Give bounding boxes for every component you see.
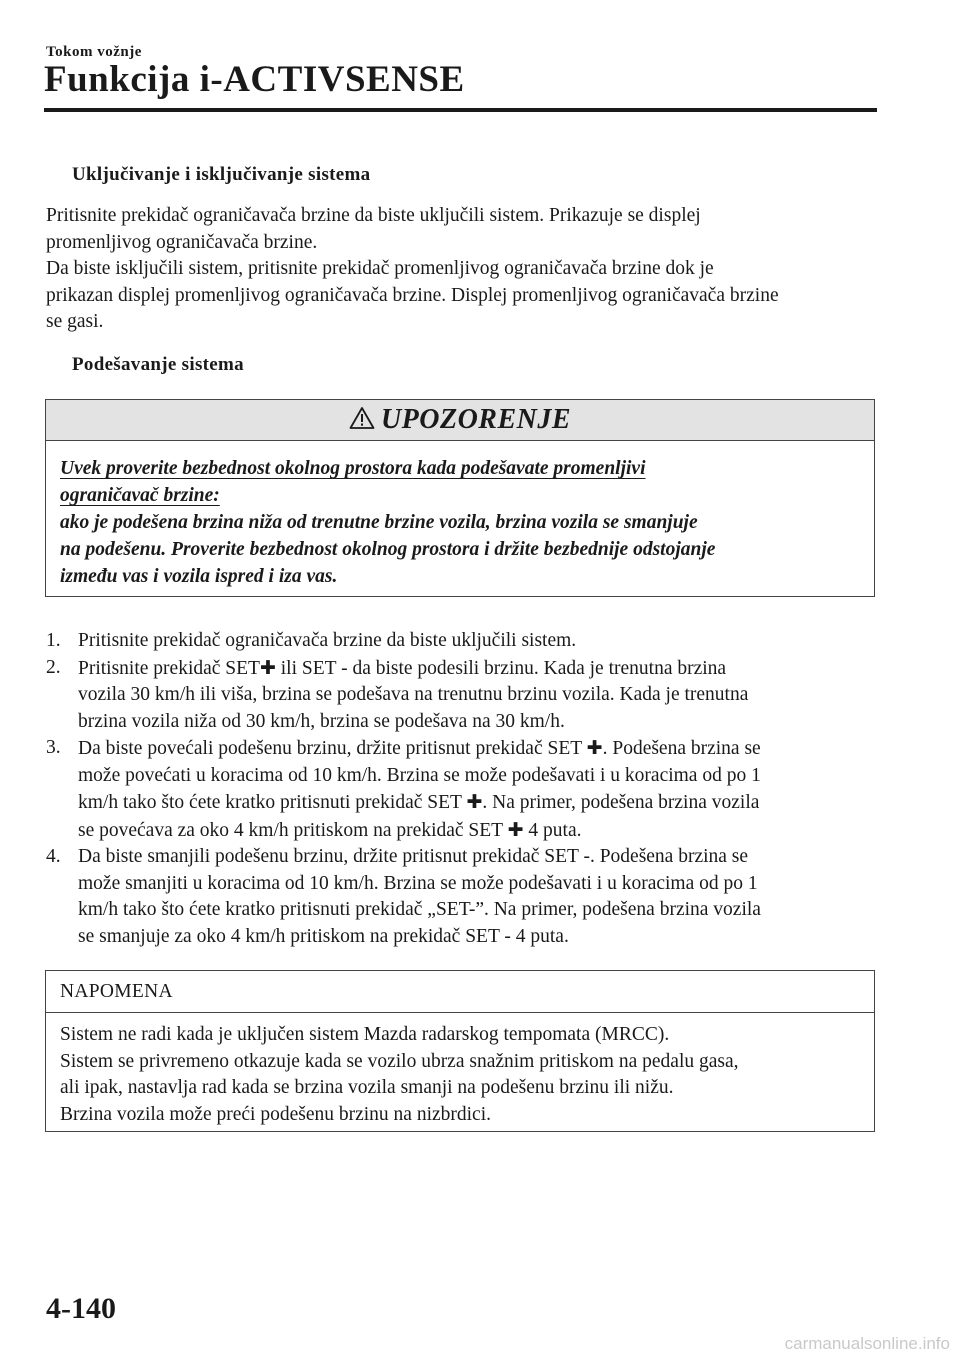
step-number: 2. xyxy=(46,656,61,678)
heading-setup: Podešavanje sistema xyxy=(72,354,244,375)
warning-triangle-icon xyxy=(349,406,375,435)
note-box xyxy=(45,970,875,1132)
text-line: ali ipak, nastavlja rad kada se brzina vozila smanji na podešenu brzinu ili nižu. xyxy=(60,1077,674,1098)
text-line: može povećati u koracima od 10 km/h. Brzina se može podešavati i u koracima od po 1 xyxy=(78,764,761,786)
warning-text-line: između vas i vozila ispred i iza vas. xyxy=(60,566,338,587)
watermark: carmanualsonline.info xyxy=(784,1334,950,1353)
warning-text-line: ako je podešena brzina niža od trenutne brzine vozila, brzina vozila se smanjuje xyxy=(60,512,698,533)
section-label: Tokom vožnje xyxy=(46,44,142,60)
warning-text-line: na podešenu. Proverite bezbednost okolnog prostora i držite bezbednije odstojanje xyxy=(60,539,716,560)
text-line: Sistem se privremeno otkazuje kada se vozilo ubrza snažnim pritiskom na pedalu gasa, xyxy=(60,1050,739,1072)
plus-icon: ✚ xyxy=(586,737,603,759)
note-title: NAPOMENA xyxy=(46,971,874,1013)
text-line: Brzina vozila može preći podešenu brzinu na nizbrdici. xyxy=(60,1103,491,1125)
heading-on-off: Uključivanje i isključivanje sistema xyxy=(72,164,371,185)
warning-box xyxy=(45,399,875,597)
plus-icon: ✚ xyxy=(466,791,483,813)
text-line: Da biste povećali podešenu brzinu, držite pritisnut prekidač SET ✚. Podešena brzina se xyxy=(78,737,761,759)
list-item xyxy=(46,735,886,844)
text-line: Da biste isključili sistem, pritisnite prekidač promenljivog ograničavača brzine dok je xyxy=(46,258,714,279)
text-line: Pritisnite prekidač SET✚ ili SET - da biste podesili brzinu. Kada je trenutna brzina xyxy=(78,656,727,679)
step-number: 4. xyxy=(46,846,61,867)
text-line: se smanjuje za oko 4 km/h pritiskom na prekidač SET - 4 puta. xyxy=(78,925,569,947)
text-line: se gasi. xyxy=(46,311,104,332)
header-rule xyxy=(44,108,877,112)
text-line: vozila 30 km/h ili viša, brzina se podešava na trenutnu brzinu vozila. Kada je trenutna xyxy=(78,684,749,705)
plus-icon: ✚ xyxy=(259,656,276,679)
plus-icon: ✚ xyxy=(507,818,524,841)
warning-title: UPOZORENJE xyxy=(380,404,572,435)
list-item xyxy=(46,628,886,655)
text-line: se povećava za oko 4 km/h pritiskom na prekidač SET ✚ 4 puta. xyxy=(78,818,582,841)
page-title: Funkcija i-ACTIVSENSE xyxy=(44,59,465,100)
page-number: 4-140 xyxy=(46,1292,116,1325)
text-line: km/h tako što ćete kratko pritisnuti prekidač SET ✚. Na primer, podešena brzina vozila xyxy=(78,791,760,813)
text-line: promenljivog ograničavača brzine. xyxy=(46,231,318,253)
warning-body xyxy=(46,441,874,590)
paragraph-on-off xyxy=(46,203,881,336)
steps-list xyxy=(46,628,886,950)
text-line: brzina vozila niža od 30 km/h, brzina se podešava na 30 km/h. xyxy=(78,710,565,732)
text-line: Pritisnite prekidač ograničavača brzine da biste uključili sistem. xyxy=(78,630,577,651)
warning-emphasis-line: Uvek proverite bezbednost okolnog prostora kada podešavate promenljivi xyxy=(60,458,646,479)
step-number: 1. xyxy=(46,630,61,651)
text-line: Sistem ne radi kada je uključen sistem Mazda radarskog tempomata (MRCC). xyxy=(60,1024,670,1045)
list-item xyxy=(46,844,886,950)
warning-header xyxy=(46,400,874,441)
text-line: Da biste smanjili podešenu brzinu, držite pritisnut prekidač SET -. Podešena brzina se xyxy=(78,846,749,867)
text-line: može smanjiti u koracima od 10 km/h. Brzina se može podešavati i u koracima od po 1 xyxy=(78,872,758,894)
warning-emphasis-line: ograničavač brzine: xyxy=(60,485,220,506)
list-item xyxy=(46,655,886,736)
step-number: 3. xyxy=(46,737,61,758)
note-body xyxy=(46,1013,874,1128)
text-line: km/h tako što ćete kratko pritisnuti prekidač „SET-”. Na primer, podešena brzina vozila xyxy=(78,899,761,920)
text-line: prikazan displej promenljivog ograničavača brzine. Displej promenljivog ograničavača brzine xyxy=(46,284,779,306)
text-line: Pritisnite prekidač ograničavača brzine da biste uključili sistem. Prikazuje se displej xyxy=(46,205,701,226)
